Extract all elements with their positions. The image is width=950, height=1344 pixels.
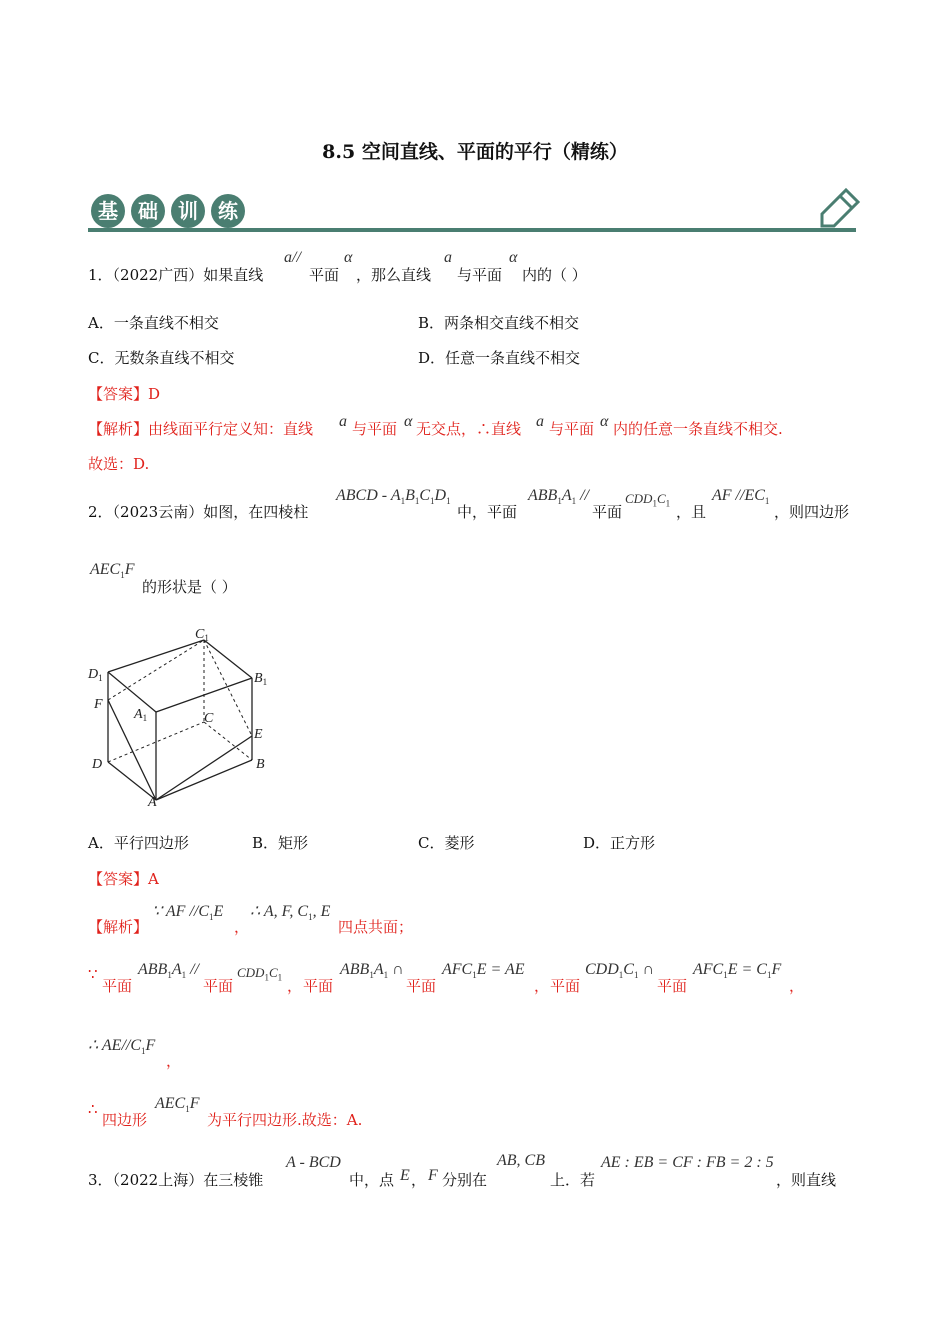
q2-plane-label: 平面 xyxy=(303,977,334,995)
q1-math-3: a xyxy=(444,249,452,266)
q3-comma: ， xyxy=(411,1171,427,1189)
q1-math-4: α xyxy=(509,249,518,266)
q2-plane-label: 平面 xyxy=(406,977,437,995)
label-a: A xyxy=(148,795,157,810)
edge xyxy=(108,672,156,712)
edge xyxy=(108,700,156,800)
q2-plane-label: 平面 xyxy=(657,977,688,995)
q1-option-b: B．两条相交直线不相交 xyxy=(418,314,580,332)
banner-char: 础 xyxy=(131,194,165,228)
q2-math-prism: ABCD - $A_1B_1C_1D_1$ xyxy=(336,487,451,507)
edge xyxy=(156,736,252,800)
q3-text-1: 3．（2022上海）在三棱锥 xyxy=(88,1171,264,1189)
q2-math: $AFC_1E$ = AE xyxy=(442,961,525,981)
q2-comma: ， xyxy=(287,977,303,995)
q3-point-e: E xyxy=(400,1167,410,1184)
q1-conclusion: 故选：D. xyxy=(88,455,150,473)
banner-char: 训 xyxy=(171,194,205,228)
edge xyxy=(156,760,252,800)
q2-exp-text: 四点共面； xyxy=(338,918,414,936)
banner-line xyxy=(88,228,856,232)
label-b1: $B_1$ xyxy=(254,671,268,687)
q2-math-quad: $AEC_1F$ xyxy=(90,561,135,581)
q2-option-d: D．正方形 xyxy=(583,834,656,852)
q1-exp-math: α xyxy=(600,413,609,430)
q2-math: ∴ $AE//C_1F$ xyxy=(88,1037,156,1057)
edge xyxy=(204,640,252,678)
q2-math: $ABB_1A_1$ // xyxy=(138,961,199,981)
label-d: D xyxy=(92,757,103,772)
q2-math-parallel: AF $//EC_1$ xyxy=(712,487,770,507)
q1-explanation-head: 【解析】由线面平行定义知：直线 xyxy=(88,420,314,438)
q2-comma: ， xyxy=(789,977,805,995)
q2-comma: ， xyxy=(166,1052,182,1070)
q2-explanation-head: 【解析】 xyxy=(88,918,149,936)
q2-exp-text: 为平行四边形.故选：A. xyxy=(207,1111,363,1129)
q2-math-plane-2: $CDD_1C_1$ xyxy=(625,491,671,509)
label-a1: $A_1$ xyxy=(134,707,148,723)
q2-math: $AFC_1E = C_1F$ xyxy=(693,961,782,981)
q2-math: $CDD_1C_1$ ∩ xyxy=(585,961,655,981)
label-c1: $C_1$ xyxy=(195,627,209,643)
label-d1: $D_1$ xyxy=(88,667,103,683)
q2-math-plane-1: $ABB_1A_1$ // xyxy=(528,487,589,507)
q1-answer: 【答案】D xyxy=(88,385,161,403)
q2-therefore: ∴ xyxy=(88,1100,98,1118)
q3-text-3: 分别在 xyxy=(442,1171,488,1189)
q2-math: $AEC_1F$ xyxy=(155,1095,200,1115)
q2-text-2: 中，平面 xyxy=(457,503,518,521)
q3-math-ratio: AE : EB = CF : FB = 2 : 5 xyxy=(601,1154,774,1171)
banner-char: 练 xyxy=(211,194,245,228)
q2-text-3: 平面 xyxy=(592,503,623,521)
q3-text-2: 中，点 xyxy=(349,1171,395,1189)
q2-plane-label: 平面 xyxy=(203,977,234,995)
q2-exp-text: ， xyxy=(234,918,250,936)
q2-plane-label: 平面 xyxy=(550,977,581,995)
edge xyxy=(108,640,204,672)
label-b: B xyxy=(256,757,265,772)
q2-math-because: ∵ AF $//C_1E$ xyxy=(152,903,224,923)
q2-math: $CDD_1C_1$ xyxy=(237,965,283,983)
q1-exp-math: a xyxy=(536,413,544,430)
q3-text-5: ，则直线 xyxy=(776,1171,837,1189)
q1-text-4: 与平面 xyxy=(457,266,503,284)
q2-text-5: ，则四边形 xyxy=(774,503,850,521)
q2-option-b: B．矩形 xyxy=(252,834,309,852)
q1-option-d: D．任意一条直线不相交 xyxy=(418,349,581,367)
q1-exp-text: 无交点，∴直线 xyxy=(416,420,522,438)
label-f: F xyxy=(94,697,103,712)
label-c: C xyxy=(204,711,214,726)
q2-math-points: ∴ A, F, $C_1$, E xyxy=(250,903,331,923)
q2-exp-text: 四边形 xyxy=(102,1111,148,1129)
hidden-edge xyxy=(108,640,204,700)
pencil-icon xyxy=(814,186,864,232)
q1-exp-math: a xyxy=(339,413,347,430)
q2-text-6: 的形状是（ ） xyxy=(142,578,237,596)
q2-text-4: ，且 xyxy=(676,503,707,521)
q1-exp-text: 与平面 xyxy=(352,420,398,438)
q2-comma: ， xyxy=(534,977,550,995)
q2-math: $ABB_1A_1$ ∩ xyxy=(340,961,404,981)
banner-char: 基 xyxy=(91,194,125,228)
q1-exp-math: α xyxy=(404,413,413,430)
q1-math-1: a// xyxy=(284,249,301,266)
q2-option-c: C．菱形 xyxy=(418,834,475,852)
q2-option-a: A．平行四边形 xyxy=(88,834,189,852)
q1-text-5: 内的（ ） xyxy=(522,266,587,284)
q1-text-3: ，那么直线 xyxy=(356,266,432,284)
q2-text-1: 2．（2023云南）如图，在四棱柱 xyxy=(88,503,309,521)
q3-point-f: F xyxy=(428,1167,438,1184)
page-title: 8.5 空间直线、平面的平行（精练） xyxy=(322,141,628,163)
label-e: E xyxy=(254,727,263,742)
q3-text-4: 上．若 xyxy=(550,1171,596,1189)
q2-answer: 【答案】A xyxy=(88,870,159,888)
q1-text-2: 平面 xyxy=(309,266,340,284)
q1-exp-text: 内的任意一条直线不相交. xyxy=(613,420,783,438)
q1-math-2: α xyxy=(344,249,353,266)
q1-option-c: C．无数条直线不相交 xyxy=(88,349,235,367)
q1-text-1: 1．（2022广西）如果直线 xyxy=(88,266,264,284)
prism-figure xyxy=(84,622,284,812)
q2-because: ∵ xyxy=(88,965,98,983)
q1-option-a: A．一条直线不相交 xyxy=(88,314,219,332)
q2-plane-label: 平面 xyxy=(102,977,133,995)
q3-math-lines: AB, CB xyxy=(497,1152,545,1169)
q1-exp-text: 与平面 xyxy=(549,420,595,438)
q3-math-pyramid: A - BCD xyxy=(286,1154,341,1171)
